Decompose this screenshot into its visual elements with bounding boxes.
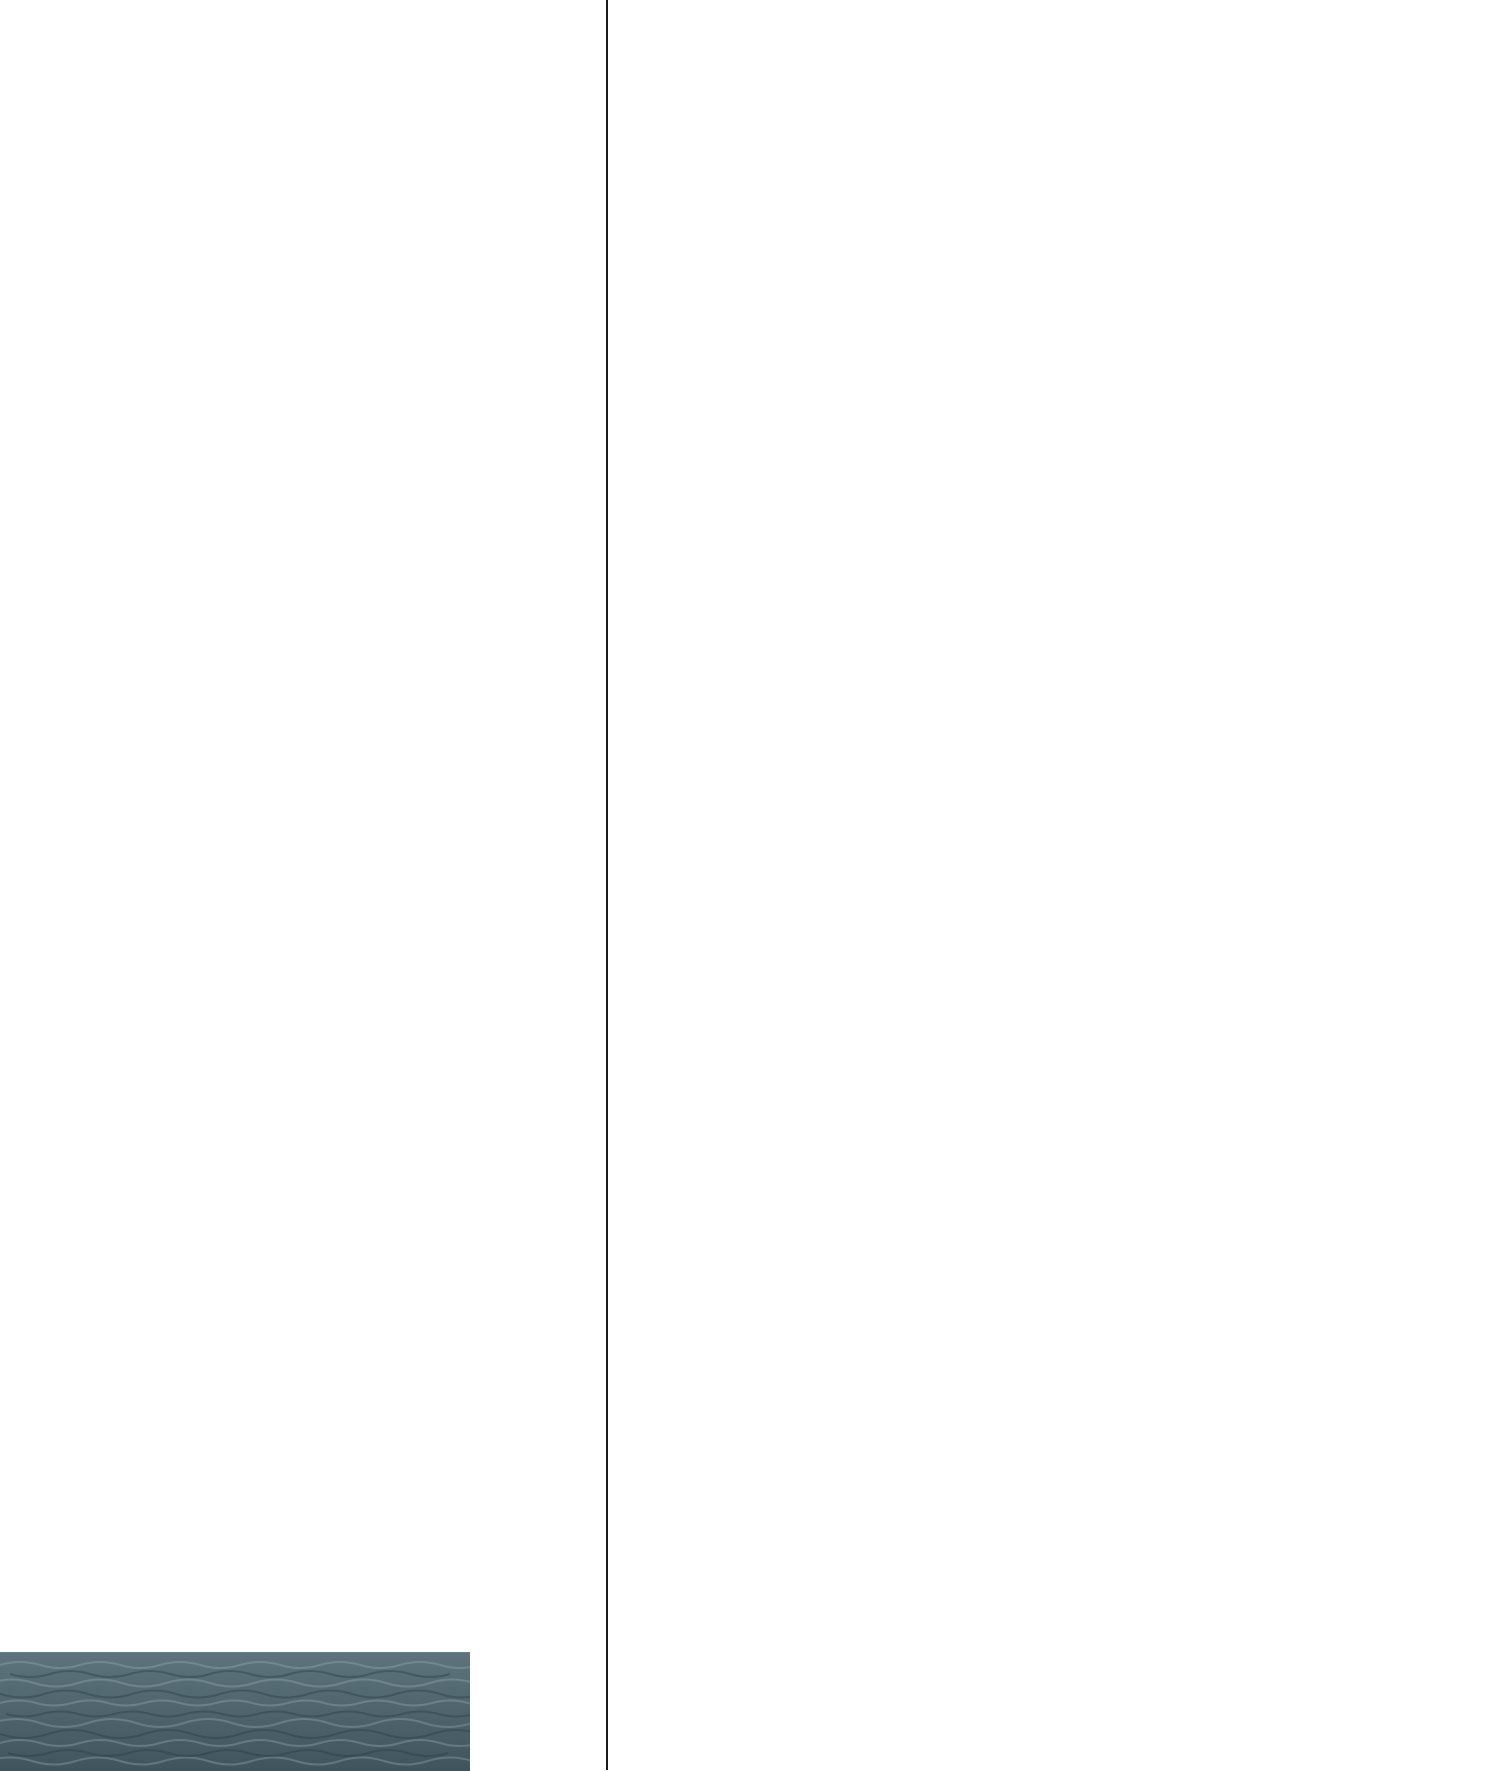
column-divider (606, 0, 608, 1770)
sea-water-photo (0, 1652, 470, 1771)
sea-water-icon (0, 1653, 470, 1771)
